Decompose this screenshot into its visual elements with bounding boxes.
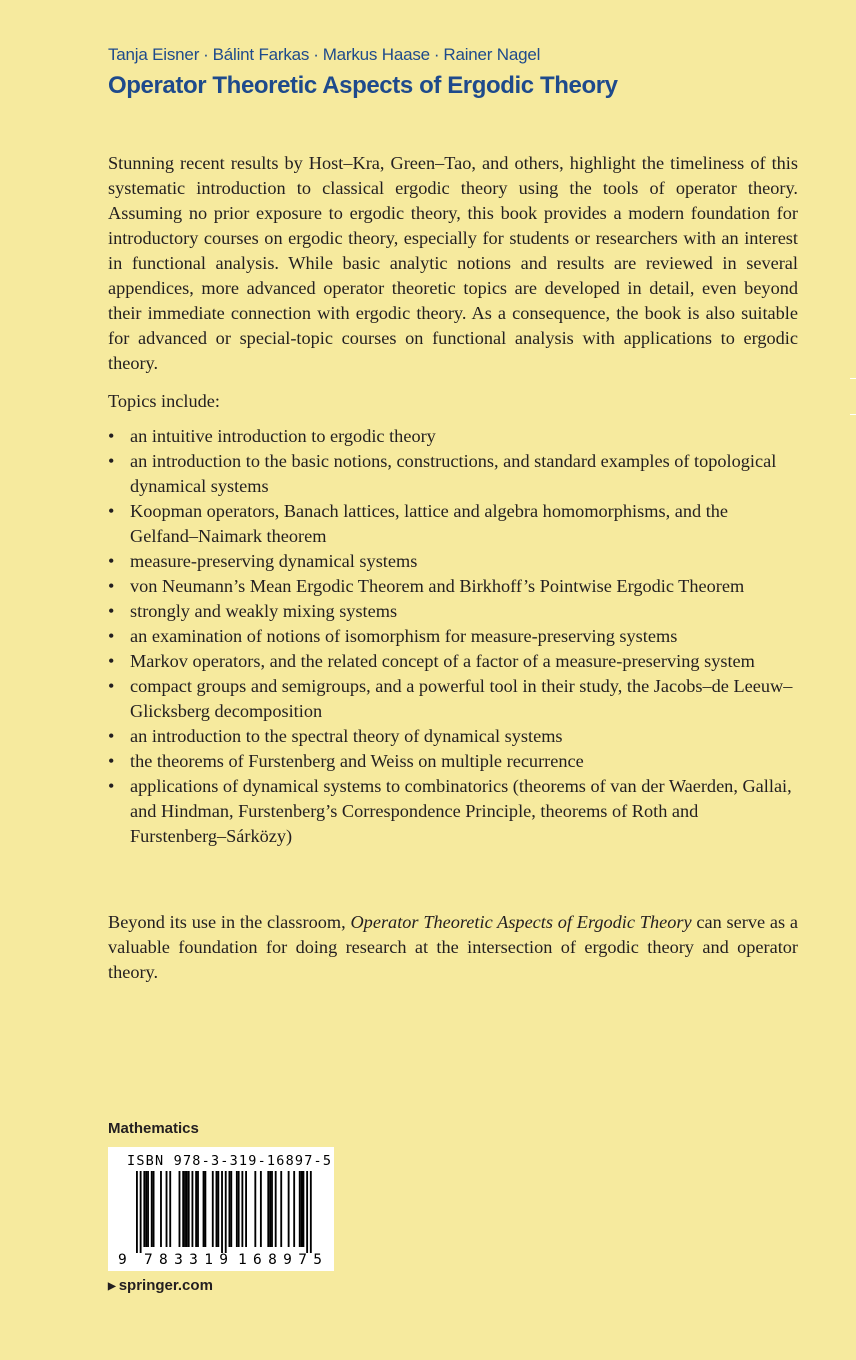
topics-heading: Topics include: [108,391,220,411]
barcode-bar [245,1171,247,1247]
barcode-bar [267,1171,269,1247]
author-separator: · [313,45,319,64]
topic-item: • an introduction to the basic notions, constructions, and standard examples of topological dynamical systems [108,449,798,499]
barcode-bar [203,1171,205,1247]
barcode-bar [229,1171,231,1247]
barcode-bar [147,1171,149,1247]
publisher-website[interactable] [108,1277,213,1294]
barcode-bar [204,1171,206,1247]
topic-item: • an introduction to the spectral theory of dynamical systems [108,724,798,749]
barcode-bar [303,1171,305,1247]
author-separator: · [433,45,440,64]
barcode-right-digits: 168975 [238,1252,322,1268]
author-name: Markus Haase [322,45,430,64]
topic-item: • Markov operators, and the related concept of a factor of a measure-preserving system [108,649,798,674]
barcode-bar [169,1171,171,1247]
barcode-guard-bar [310,1171,312,1253]
barcode-bar [212,1171,214,1247]
barcode-guard-bar [225,1171,227,1253]
topic-item: • strongly and weakly mixing systems [108,599,798,624]
barcode-bar [230,1171,232,1247]
barcode-guard-bar [306,1171,308,1253]
barcode-bar [293,1171,295,1247]
barcode-bar [280,1171,282,1247]
barcode-bar [192,1171,194,1247]
isbn-barcode [108,1147,334,1271]
barcode-bar [288,1171,290,1247]
barcode-bar [271,1171,273,1247]
barcode-bar [301,1171,303,1247]
barcode-bar [160,1171,162,1247]
barcode-bar [197,1171,199,1247]
edge-mark [850,414,856,415]
topic-item: • the theorems of Furstenberg and Weiss on multiple recurrence [108,749,798,774]
author-list [108,45,540,65]
author-name: Tanja Eisner [108,45,200,64]
barcode-bar [275,1171,277,1247]
closing-rest: can serve as a valuable foundation for doing research at the intersection of ergodic theory and operator theory. [108,912,799,982]
barcode-bar [260,1171,262,1247]
topic-item: • von Neumann’s Mean Ergodic Theorem and Birkhoff’s Pointwise Ergodic Theorem [108,574,798,599]
barcode-bar [151,1171,153,1247]
author-name: Bálint Farkas [212,45,310,64]
closing-paragraph [108,910,798,985]
author-name: Rainer Nagel [443,45,541,64]
closing-book-title: Operator Theoretic Aspects of Ergodic Theory [350,912,692,932]
topic-item: • applications of dynamical systems to combinatorics (theorems of van der Waerden, Gallai, and Hindman, Furstenberg’s Correspondence Principle, theorems of Roth and Furstenberg–Sárközy) [108,774,798,849]
barcode-bar [188,1171,190,1247]
barcode-guard-bar [136,1171,138,1253]
barcode-bar [182,1171,184,1247]
barcode-guard-bar [140,1171,142,1253]
barcode-bar [166,1171,168,1247]
barcode-bar [236,1171,238,1247]
intro-paragraph: Stunning recent results by Host–Kra, Green–Tao, and others, highlight the timeliness of this systematic introduction to classical ergodic theory using the tools of operator theory. Assuming no prior exposure to ergodic theory, this book provides a modern foundation for introductory courses on ergodic theory, especially for students or researchers with an interest in functional analysis. While basic analytic notions and results are reviewed in several appendices, more advanced operator theoretic topics are developed in detail, even beyond their immediate connection with ergodic theory. As a consequence, the book is also suitable for advanced or special-topic courses on functional analysis with applications to ergodic theory. [108,153,798,373]
book-title: Operator Theoretic Aspects of Ergodic Theory [108,72,618,99]
barcode-bar [179,1171,181,1247]
topic-list [108,424,798,849]
barcode-bar [269,1171,271,1247]
closing-lead: Beyond its use in the classroom, [108,912,346,932]
barcode-guard-bar [221,1171,223,1253]
barcode-graphic [108,1147,334,1271]
barcode-bar [195,1171,197,1247]
subject-category: Mathematics [108,1120,199,1137]
barcode-bar [143,1171,145,1247]
barcode-left-digits: 783319 [144,1252,228,1268]
edge-mark [850,378,856,379]
barcode-bar [153,1171,155,1247]
isbn-label: ISBN 978-3-319-16897-5 [127,1153,333,1169]
topic-item: • Koopman operators, Banach lattices, lattice and algebra homomorphisms, and the Gelfand–Naimark theorem [108,499,798,549]
triangle-right-icon: ▶ [108,1281,116,1292]
barcode-bar [299,1171,301,1247]
topic-item: • compact groups and semigroups, and a powerful tool in their study, the Jacobs–de Leeuw–Glicksberg decomposition [108,674,798,724]
topic-item: • an examination of notions of isomorphism for measure-preserving systems [108,624,798,649]
barcode-bar [254,1171,256,1247]
author-separator: · [203,45,209,64]
barcode-bar [186,1171,188,1247]
topic-item: • measure-preserving dynamical systems [108,549,798,574]
barcode-bar [184,1171,186,1247]
website-text: springer.com [118,1277,213,1294]
barcode-bar [238,1171,240,1247]
barcode-bar [145,1171,147,1247]
barcode-bar [216,1171,218,1247]
barcode-bar [217,1171,219,1247]
barcode-bar [241,1171,243,1247]
barcode-first-digit: 9 [118,1252,127,1268]
topic-item: • an intuitive introduction to ergodic theory [108,424,798,449]
